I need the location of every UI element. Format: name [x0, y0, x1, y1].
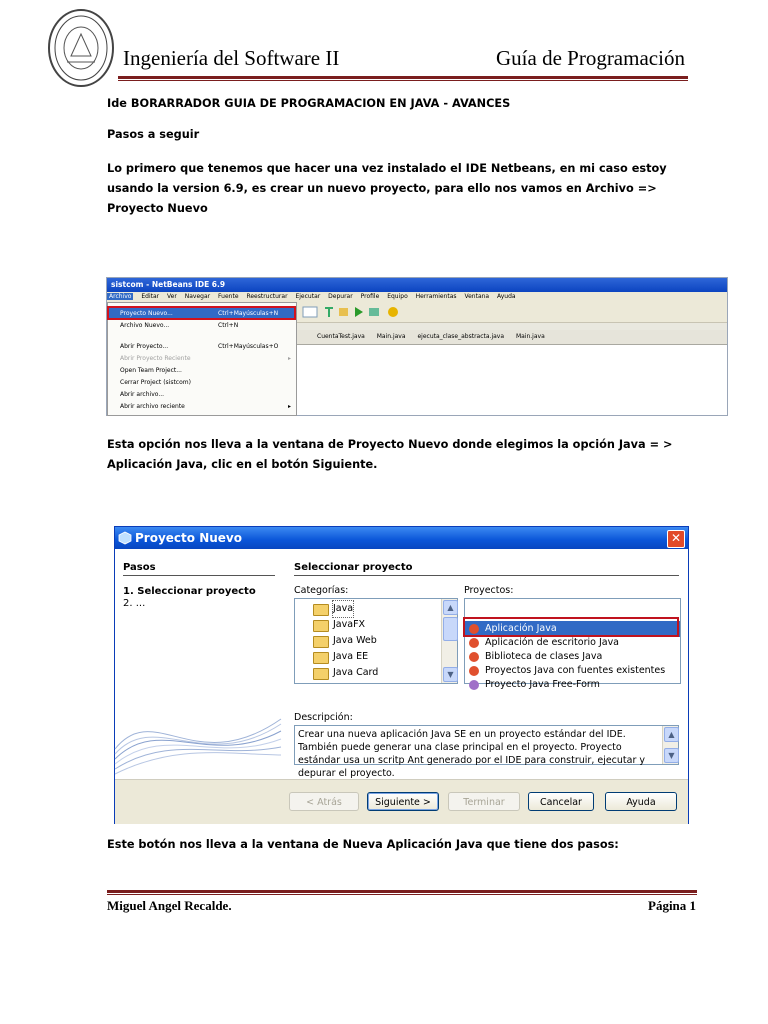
menu-item-abrir-archivo-reciente[interactable]: Abrir archivo reciente ▸ — [120, 403, 292, 410]
editor-tab-bar — [297, 330, 727, 345]
paragraph-nueva-aplicacion: Este botón nos lleva a la ventana de Nueva Aplicación Java que tiene dos pasos: — [107, 838, 619, 851]
folder-icon — [313, 668, 329, 680]
finish-button[interactable]: Terminar — [448, 792, 520, 811]
back-button[interactable]: < Atrás — [289, 792, 359, 811]
folder-icon — [313, 604, 329, 616]
menu-ejecutar[interactable]: Ejecutar — [295, 293, 321, 300]
projects-label: Proyectos: — [464, 585, 514, 596]
description-text: Crear una nueva aplicación Java SE en un proyecto estándar del IDE. También puede generar una clase principal en el proyecto. Proyecto estándar usa un scritp Ant generado por el IDE para construir, ejecutar y depurar el proyecto. — [298, 729, 646, 779]
free-form-icon — [469, 680, 479, 690]
project-item-free-form[interactable]: Proyecto Java Free-Form — [465, 677, 680, 693]
editor-tab[interactable]: ejecuta_clase_abstracta.java — [417, 333, 505, 340]
menu-navegar[interactable]: Navegar — [184, 293, 211, 300]
java-cup-icon — [469, 638, 479, 648]
scroll-up-icon[interactable]: ▲ — [664, 727, 679, 742]
category-item-java-card[interactable]: Java Card — [295, 665, 457, 681]
description-scrollbar[interactable] — [662, 726, 678, 764]
dialog-title-bar — [115, 527, 688, 549]
cancel-button[interactable]: Cancelar — [528, 792, 594, 811]
category-item-java[interactable]: Java — [295, 601, 457, 617]
menu-reestructurar[interactable]: Reestructurar — [246, 293, 288, 300]
step-2-label: 2. ... — [123, 598, 146, 609]
menu-item-open-team-project[interactable]: Open Team Project... — [120, 367, 182, 374]
editor-tab[interactable]: Main.java — [376, 333, 406, 340]
menu-ventana[interactable]: Ventana — [464, 293, 490, 300]
close-icon[interactable]: ✕ — [667, 530, 685, 548]
highlight-box-proyecto-nuevo — [107, 306, 296, 320]
steps-pane — [115, 549, 281, 779]
project-item-aplicacion-java[interactable]: Aplicación Java — [465, 621, 680, 637]
java-cup-icon — [469, 652, 479, 662]
category-item-java-ee[interactable]: Java EE — [295, 649, 457, 665]
panel-divider — [294, 575, 679, 576]
menu-archivo[interactable]: Archivo — [109, 293, 132, 300]
steps-divider — [123, 575, 275, 576]
categories-label: Categorías: — [294, 585, 349, 596]
menu-ver[interactable]: Ver — [167, 293, 177, 300]
header-course-title: Ingeniería del Software II — [123, 46, 340, 70]
footer-author: Miguel Angel Recalde. — [107, 898, 232, 913]
menu-fuente[interactable]: Fuente — [218, 293, 239, 300]
university-seal-logo — [47, 8, 115, 88]
project-item-biblioteca-clases[interactable]: Biblioteca de clases Java — [465, 649, 680, 665]
project-item-aplicacion-escritorio[interactable]: Aplicación de escritorio Java — [465, 635, 680, 651]
scroll-down-icon[interactable]: ▼ — [443, 667, 458, 682]
footer-page-number: Página 1 — [648, 898, 697, 913]
categories-scrollbar[interactable] — [441, 599, 457, 683]
java-cup-icon — [469, 666, 479, 676]
paragraph-intro: Lo primero que tenemos que hacer una vez instalado el IDE Netbeans, en mi caso estoy usando la version 6.9, es crear un nuevo proyecto, para ello nos vamos en Archivo => Proyecto Nuevo — [107, 162, 667, 215]
dialog-button-bar — [115, 779, 688, 824]
description-box — [294, 725, 679, 779]
description-label: Descripción: — [294, 712, 353, 723]
header-divider — [118, 76, 688, 79]
category-item-java-web[interactable]: Java Web — [295, 633, 457, 649]
document-heading: Ide BORARRADOR GUIA DE PROGRAMACION EN JAVA - AVANCES — [107, 97, 511, 110]
footer-divider — [107, 890, 697, 893]
projects-list[interactable] — [464, 598, 681, 690]
netbeans-screenshot — [106, 277, 728, 416]
menu-item-cerrar-project[interactable]: Cerrar Project (sistcom) — [120, 379, 191, 386]
paragraph-proyecto-nuevo: Esta opción nos lleva a la ventana de Proyecto Nuevo donde elegimos la opción Java = > Aplicación Java, clic en el botón Siguiente. — [107, 438, 673, 471]
folder-icon — [313, 620, 329, 632]
step-1-label: 1. Seleccionar proyecto — [123, 586, 256, 597]
next-button[interactable]: Siguiente > — [367, 792, 439, 811]
project-item-fuentes-existentes[interactable]: Proyectos Java con fuentes existentes — [465, 663, 680, 679]
scroll-thumb[interactable] — [443, 617, 458, 641]
editor-tab[interactable]: Main.java — [515, 333, 545, 340]
steps-title: Pasos — [123, 562, 156, 573]
dialog-body — [115, 549, 688, 823]
highlight-box-aplicacion-java — [463, 617, 679, 637]
netbeans-title-bar: sistcom - NetBeans IDE 6.9 — [107, 278, 727, 292]
header-guide-title: Guía de Programación — [496, 46, 685, 70]
folder-icon — [313, 652, 329, 664]
toolbar-icons[interactable] — [303, 306, 413, 318]
netbeans-menubar — [107, 292, 727, 302]
menu-item-abrir-proyecto-reciente[interactable]: Abrir Proyecto Reciente ▸ — [120, 355, 292, 362]
editor-tab[interactable]: CuentaTest.java — [317, 333, 365, 340]
category-item-javafx[interactable]: JavaFX — [295, 617, 457, 633]
scroll-down-icon[interactable]: ▼ — [664, 748, 679, 763]
folder-icon — [313, 636, 329, 648]
menu-equipo[interactable]: Equipo — [387, 293, 408, 300]
menu-herramientas[interactable]: Herramientas — [415, 293, 457, 300]
menu-depurar[interactable]: Depurar — [328, 293, 353, 300]
scroll-up-icon[interactable]: ▲ — [443, 600, 458, 615]
help-button[interactable]: Ayuda — [605, 792, 677, 811]
menu-item-abrir-archivo[interactable]: Abrir archivo... — [120, 391, 165, 398]
menu-ayuda[interactable]: Ayuda — [497, 293, 516, 300]
menu-item-archivo-nuevo[interactable]: Archivo Nuevo... Ctrl+N — [120, 322, 239, 329]
netbeans-cube-icon — [119, 532, 131, 544]
menu-item-proyecto-nuevo[interactable]: Proyecto Nuevo... Ctrl+Mayúsculas+N — [108, 308, 296, 319]
header-divider-thin — [118, 80, 688, 81]
proyecto-nuevo-dialog — [114, 526, 689, 824]
menu-editar[interactable]: Editar — [141, 293, 160, 300]
decorative-waves-graphic — [115, 679, 281, 779]
menu-item-abrir-proyecto[interactable]: Abrir Proyecto... Ctrl+Mayúsculas+O — [120, 343, 279, 350]
document-subheading: Pasos a seguir — [107, 128, 200, 141]
menu-profile[interactable]: Profile — [360, 293, 380, 300]
footer-divider-thin — [107, 894, 697, 895]
panel-title: Seleccionar proyecto — [294, 562, 413, 573]
categories-list[interactable] — [294, 598, 458, 684]
dialog-title: Proyecto Nuevo — [135, 531, 242, 545]
editor-area[interactable] — [297, 345, 727, 415]
